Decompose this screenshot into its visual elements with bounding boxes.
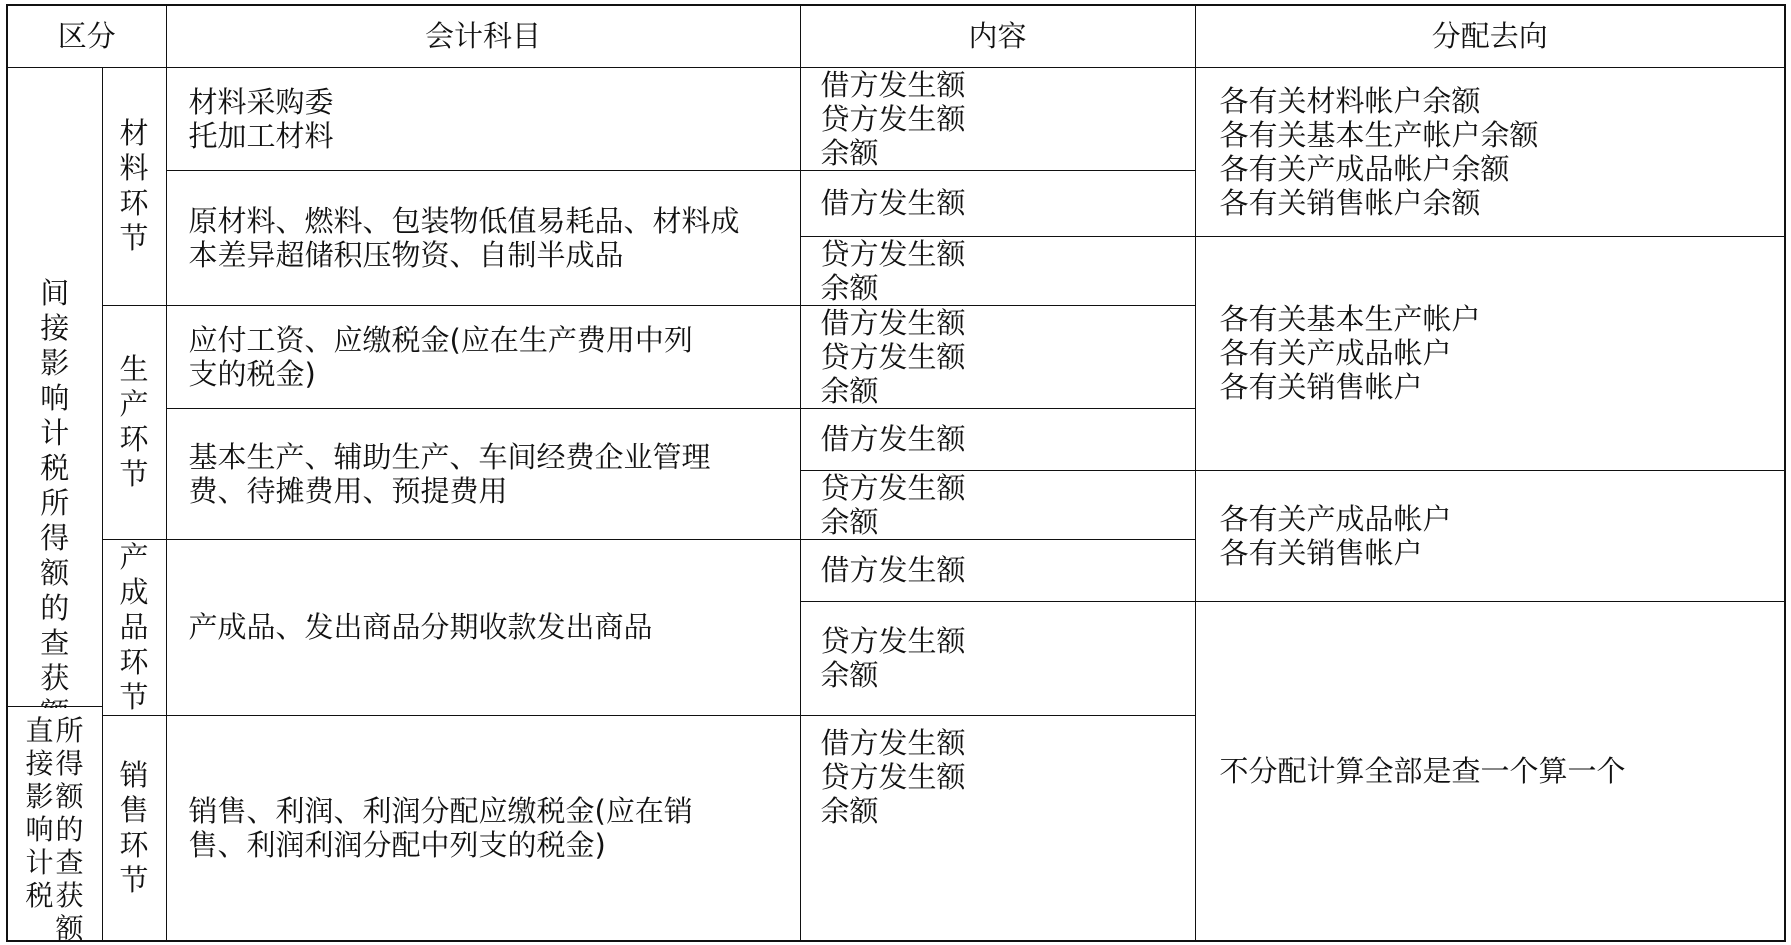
account-cell: 销售、利润、利润分配应缴税金(应在销 售、利润利润分配中列支的税金) [166,715,800,941]
stage-production: 生产环节 [102,305,166,539]
table-row [7,67,1785,170]
content-cell: 借方发生额 [800,170,1195,236]
group-indirect: 间接影响计税所得额的查获 [7,67,102,941]
header-allocation: 分配去向 [1195,5,1785,67]
allocation-cell: 各有关材料帐户余额 各有关基本生产帐户余额 各有关产成品帐户余额 各有关销售帐户余额 [1195,67,1785,236]
content-cell: 贷方发生额 余额 [800,236,1195,305]
header-division: 区分 [7,5,166,67]
content-cell: 贷方发生额 余额 [800,470,1195,539]
group-separator [6,706,103,707]
stage-finished: 产成品环节 [102,539,166,715]
group-direct [8,708,101,945]
stage-sales: 销售环节 [102,715,166,941]
account-cell: 产成品、发出商品分期收款发出商品 [166,539,800,715]
content-cell: 贷方发生额 余额 [800,601,1195,715]
content-cell: 借方发生额 贷方发生额 余额 [800,67,1195,170]
account-cell: 原材料、燃料、包装物低值易耗品、材料成 本差异超储积压物资、自制半成品 [166,170,800,305]
content-cell: 借方发生额 [800,408,1195,470]
account-cell: 材料采购委 托加工材料 [166,67,800,170]
content-cell: 借方发生额 贷方发生额 余额 [800,305,1195,408]
header-content: 内容 [800,5,1195,67]
content-cell: 借方发生额 [800,539,1195,601]
tax-audit-table [6,4,1786,942]
group-direct-col2: 所得额的查获额 [55,714,84,945]
allocation-cell: 不分配计算全部是查一个算一个 [1195,601,1785,941]
account-cell: 应付工资、应缴税金(应在生产费用中列 支的税金) [166,305,800,408]
group-direct-col1: 直接影响计税 [25,714,54,912]
account-cell: 基本生产、辅助生产、车间经费企业管理 费、待摊费用、预提费用 [166,408,800,539]
allocation-cell: 各有关产成品帐户 各有关销售帐户 [1195,470,1785,601]
content-cell: 借方发生额 贷方发生额 余额 [800,715,1195,941]
header-row [7,5,1785,67]
allocation-cell: 各有关基本生产帐户 各有关产成品帐户 各有关销售帐户 [1195,236,1785,470]
header-account: 会计科目 [166,5,800,67]
stage-material: 材料环节 [102,67,166,305]
